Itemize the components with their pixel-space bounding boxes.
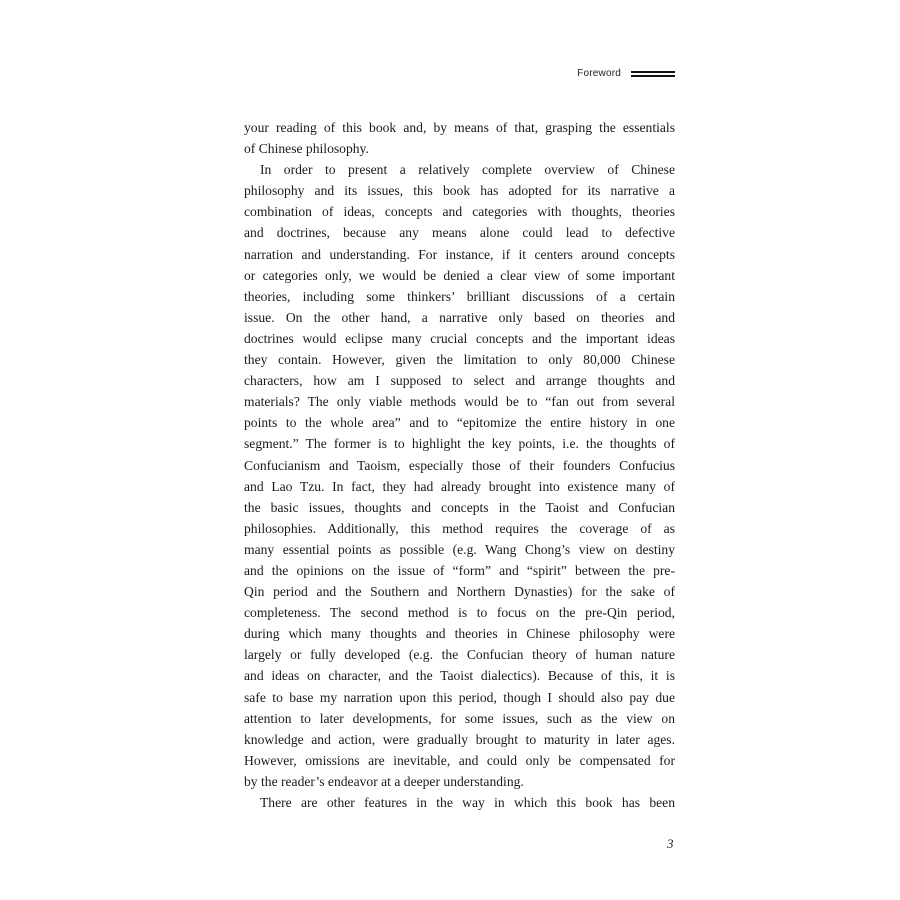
text-line: Qin period and the Southern and Northern Dynasties) for the sake of [244,584,675,600]
text-line: theories, including some thinkers’ brilliant discussions of a certain [244,288,675,304]
text-line: by the reader’s endeavor at a deeper understanding. [244,773,524,789]
running-header [577,68,675,79]
text-line: issue. On the other hand, a narrative only based on theories and [244,309,675,325]
text-line: There are other features in the way in which this book has been [260,795,675,810]
text-line: they contain. However, given the limitation to only 80,000 Chinese [244,352,675,368]
text-line: safe to base my narration upon this period, though I should also pay due [244,689,675,705]
text-line: characters, how am I supposed to select and arrange thoughts and [244,373,675,389]
text-line: and the opinions on the issue of “form” and “spirit” between the pre- [244,562,675,578]
body-text [244,117,675,813]
text-line: your reading of this book and, by means of that, grasping the essentials [244,120,675,135]
text-line: and Lao Tzu. In fact, they had already brought into existence many of [244,478,675,494]
text-line: narration and understanding. For instance, if it centers around concepts [244,246,675,262]
text-line: many essential points as possible (e.g. Wang Chong’s view on destiny [244,541,675,557]
text-line: the basic issues, thoughts and concepts in the Taoist and Confucian [244,499,675,515]
page-number: 3 [667,836,674,851]
text-line: philosophies. Additionally, this method requires the coverage of as [244,520,675,536]
text-line: materials? The only viable methods would be to “fan out from several [244,394,675,410]
text-line: and ideas on character, and the Taoist dialectics). Because of this, it is [244,668,675,684]
text-line: However, omissions are inevitable, and could only be compensated for [244,752,675,768]
text-line: doctrines would eclipse many crucial concepts and the important ideas [244,330,675,346]
text-line: largely or fully developed (e.g. the Confucian theory of human nature [244,647,675,663]
text-line: or categories only, we would be denied a clear view of some important [244,267,675,283]
text-line: Confucianism and Taoism, especially those of their founders Confucius [244,457,675,473]
text-line: and doctrines, because any means alone could lead to defective [244,225,675,241]
text-line: philosophy and its issues, this book has adopted for its narrative a [244,183,675,199]
text-line: completeness. The second method is to focus on the pre-Qin period, [244,605,675,621]
section-title: Foreword [577,68,621,79]
header-rule-decoration [631,71,675,77]
text-line: segment.” The former is to highlight the key points, i.e. the thoughts of [244,436,675,452]
text-line: of Chinese philosophy. [244,141,369,157]
text-line: In order to present a relatively complete overview of Chinese [260,162,675,178]
text-line: knowledge and action, were gradually brought to maturity in later ages. [244,731,675,747]
text-line: attention to later developments, for some issues, such as the view on [244,710,675,726]
text-line: points to the whole area” and to “epitomize the entire history in one [244,415,675,431]
text-line: during which many thoughts and theories in Chinese philosophy were [244,626,675,642]
text-line: combination of ideas, concepts and categories with thoughts, theories [244,204,675,220]
